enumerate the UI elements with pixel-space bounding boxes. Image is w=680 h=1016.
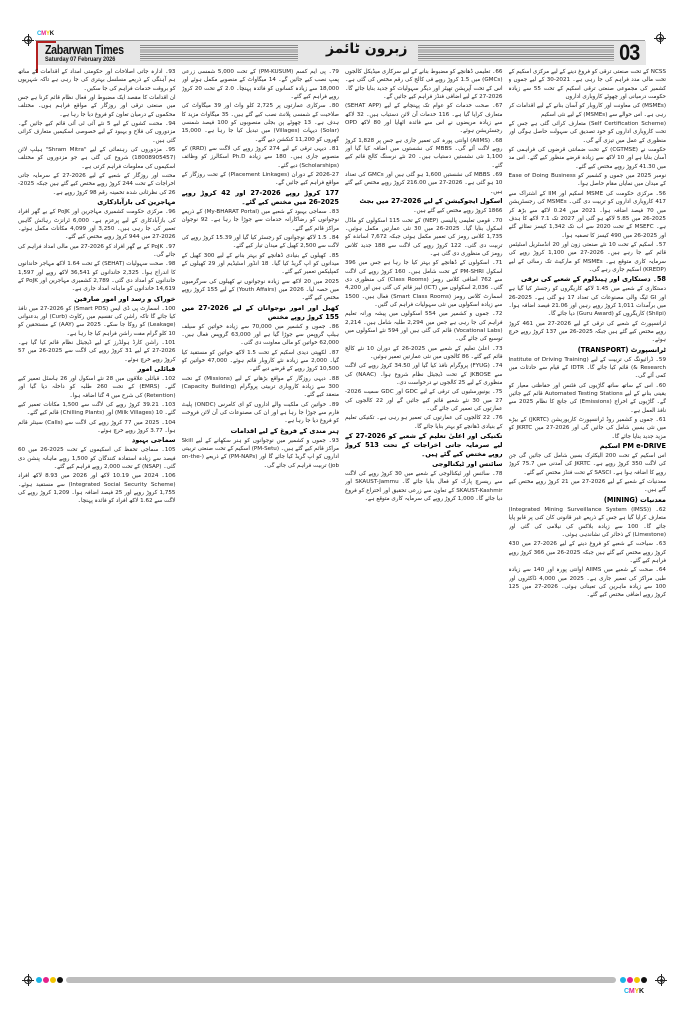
cmyk-c: C	[624, 988, 629, 995]
column-4	[18, 68, 176, 970]
section-heading: مہاجرین کی بازآبادکاری	[97, 198, 176, 207]
section-heading: اسکول ایجوکیشن کے لیے 2026-27 میں بجٹ	[359, 197, 503, 206]
article-paragraph: 74۔ (FYUG) پروگرام نافذ کیا گیا اور 34.50 کروڑ روپے کی لاگت سے JKBOSE کے تحت ڈیجیٹل نظام شروع ہوا۔ (NAAC) کی منظوری کے لیے 25 کالجوں نے درخواست دی۔	[345, 363, 503, 387]
registration-mark-top-right	[656, 34, 664, 42]
article-paragraph: دستکاری کے شعبے میں 1.45 لاکھ کاریگروں کو رجسٹر کیا گیا ہے اور GI ٹیگ والی مصنوعات کی تعداد 17 ہو گئی ہے۔ 2025-26 میں برآمدات 1,011 کروڑ روپے رہیں اور 21.06 فیصد اضافہ ہوا۔ (Shilpi) کاریگروں کو (Guru Award) دیا جائے گا۔	[508, 286, 666, 318]
article-paragraph: 103۔ 39.21 کروڑ روپے کی لاگت سے 1,500 مکانات تعمیر کیے گئے۔ 10 (Milk Villages) اور (Chilling Plants) قائم کیے گئے۔	[18, 402, 176, 417]
article-paragraph: 72۔ جموں و کشمیر میں 554 اسکولوں میں پیشہ ورانہ تعلیم فراہم کی جا رہی ہے جس میں 2,294 طلبہ شامل ہیں۔ 2,214 (Vocational Labs) قائم کی گئی ہیں اور 594 نئے اسکولوں میں توسیع کی جائے گی۔	[345, 311, 503, 343]
article-paragraph: (Self Certification Scheme) متعارف کرائی گئی ہے جس کے تحت کاروباری اداروں کو خود تصدیق کی سہولت حاصل ہوگی اور منظوری کے عمل میں تیزی آئے گی۔	[508, 121, 666, 144]
swatch-black	[641, 977, 647, 983]
article-paragraph: 70۔ قومی تعلیمی پالیسی (NEP) کے تحت 115 اسکولوں کو ماڈل اسکول بنایا گیا۔ 2025-26 میں 30 نئی عمارتیں مکمل ہوئیں۔ 1,735 کلاس رومز کی تعمیر مکمل ہوئی جبکہ 7,672 اساتذہ کو تربیت دی گئی۔ 122 کروڑ روپے کی لاگت سے 188 جدید کلاس رومز کی منظوری دی گئی ہے۔	[345, 217, 503, 257]
article-paragraph: 66۔ تعلیمی ڈھانچے کو مضبوط بنانے کے لیے سرکاری میڈیکل کالجوں (GMCs) میں 1.5 کروڑ روپے فی کالج کی رقم مختص کی گئی ہے۔ اس کے تحت آپریشن تھیٹر اور دیگر سہولیات کو جدید بنایا جائے گا۔ 2026-27 کے لیے اضافی فنڈز فراہم کیے جائیں گے۔	[345, 69, 503, 101]
article-paragraph: 98۔ صحت سہولیات (SEHAT) کے تحت 1.64 لاکھ مہاجر خاندانوں کا اندراج ہوا۔ 2,325 خاندانوں کو 36,541 لاکھ روپے اور 1,597 خاندانوں کو امداد دی گئی۔ 2,789 کشمیری مہاجرین اور PoJK کے 14,619 خاندانوں کو ماہانہ امداد جاری ہے۔	[18, 261, 176, 293]
article-paragraph: 88۔ دیہی روزگار کے مواقع بڑھانے کے لیے (Missions) کے تحت 300 سے زیادہ کاروباری تربیتی پروگرام (Capacity Building) منعقد کیے گئے۔	[181, 375, 339, 399]
article-paragraph: 105۔ سماجی تحفظ کی اسکیموں کے تحت 2025-26 میں 60 فیصد سے زیادہ استفادہ کنندگان کو 1,500 روپے ماہانہ پنشن دی گئی۔ (NSAP) کے تحت 2,000 روپے فراہم کیے گئے۔	[18, 447, 176, 471]
section-heading: ہنر مندی کے فروغ کے لیے اقدامات	[230, 426, 339, 435]
cmyk-c: C	[37, 31, 42, 37]
article-paragraph: 89۔ خواتین کی ملکیت والے اداروں کو ای کامرس (ONDC) پلیٹ فارم سے جوڑا جا رہا ہے اور ان کی مصنوعات کی آن لائن فروخت کو فروغ دیا جا رہا ہے۔	[181, 401, 339, 425]
article-paragraph: 61۔ جموں و کشمیر روڈ ٹرانسپورٹ کارپوریشن (JKRTC) کے بیڑے میں نئی بسیں شامل کی جائیں گی اور 2026-27 میں JKRTC کو مزید جدید بنایا جائے گا۔	[508, 417, 666, 440]
page-header	[36, 41, 646, 65]
article-paragraph: 102۔ قبائلی علاقوں میں 28 نئے اسکول اور 26 ہاسٹل تعمیر کیے گئے۔ (EMRS) کے تحت 260 طلبہ کو داخلہ دیا گیا اور (Retention) کی شرح میں 4 گنا اضافہ ہوا۔	[18, 376, 176, 399]
article-paragraph: 104۔ 2025 میں 77 کروڑ روپے کی لاگت سے (Calls) سینٹر قائم ہوا۔ 3.77 کروڑ روپے خرچ ہوئے۔	[18, 419, 176, 435]
cmyk-m: M	[628, 988, 635, 995]
column-2	[345, 68, 503, 970]
article-paragraph: 83۔ سماجی بہبود کے شعبے میں (My-BHARAT Portal) کے ذریعے نوجوانوں کو رضاکارانہ خدمات سے جوڑا جا رہا ہے۔ 92 نوجوان مراکز قائم کیے گئے۔	[181, 208, 339, 232]
cmyk-label-top	[37, 31, 54, 37]
article-paragraph: 94۔ محنت کشوں کے لیے 5 نئے آئی ٹی آئی قائم کیے جائیں گے۔ مزدوروں کی فلاح و بہبود کے لیے خصوصی اسکیمیں متعارف کرائی گئی ہیں۔	[18, 121, 176, 144]
article-paragraph: 63۔ سیاحت کے شعبے کو فروغ دینے کے لیے 2026-27 میں 430 کروڑ روپے مختص کیے گئے ہیں جبکہ 2025-26 میں 366 کروڑ روپے فراہم کیے گئے۔	[508, 541, 666, 564]
article-paragraph: 86۔ جموں و کشمیر میں 70,000 سے زیادہ خواتین کو سیلف ہیلپ گروپس سے جوڑا گیا ہے اور 63,000 گروپس فعال ہیں۔ 62,000 خواتین کو مالی معاونت دی گئی۔	[181, 323, 339, 347]
article-paragraph: 79۔ پی ایم کسم (PM-KUSUM) کے تحت 5,000 شمسی زرعی پمپ نصب کیے جائیں گے۔ 14 میگاواٹ کے منصوبے مکمل ہوئے اور 18,000 سے زیادہ کسانوں کو فائدہ پہنچا۔ 2.0 کے تحت 20 کروڑ روپے فراہم کیے گئے۔	[181, 69, 339, 101]
section-heading: PM e-DRIVE اسکیم	[599, 442, 666, 451]
section-heading: تکنیکی اور اعلیٰ تعلیم کے شعبے کو 2026-27 کے لیے سرمایہ جاتی اخراجات کے تحت 513 کروڑ روپے مختص کیے گئے ہیں۔	[345, 432, 503, 459]
article-paragraph: 76۔ 22 کالجوں کی عمارتوں کی تعمیر ہو رہی ہے۔ تکنیکی تعلیم کے بنیادی ڈھانچے کو بہتر بنایا جائے گا۔	[345, 415, 503, 430]
article-paragraph: 106۔ 2024 میں 10.19 لاکھ اور 2026 میں 8.93 لاکھ افراد (Integrated Social Security Scheme) سے مستفید ہوئے۔ 1,755 کروڑ روپے اور 25 فیصد اضافہ ہوا۔ 1,209 کروڑ روپے کی لاگت سے 1.62 لاکھ افراد کو فائدہ پہنچا۔	[18, 473, 176, 505]
article-paragraph: 80۔ سرکاری عمارتوں پر 2,725 کلو واٹ اور 39 میگاواٹ کی صلاحیت کے شمسی پلانٹ نصب کیے گئے ہیں۔ 35 میگاواٹ مزید کا ہدف ہے۔ 13 چھوٹے پن بجلی منصوبوں کو 100 فیصد شمسی (Solar) دیہات (Villages) میں تبدیل کیا جا رہا ہے۔ 15,000 گھروں کو 11,200 کنکشن دیے گئے۔	[181, 103, 339, 143]
article-paragraph: 56۔ مرکزی حکومت کی MSME اسکیم اور IIM کے اشتراک سے 417 کاروباری اداروں کو تربیت دی گئی۔ MSMEs کی رجسٹریشن میں 70 فیصد اضافہ ہوا۔ 2021 میں 0.24 لاکھ سے بڑھ کر 2025-26 میں 5.85 لاکھ ہو گئی اور 2027 تک 7.1 لاکھ کا ہدف ہے۔ MSEFC کے تحت 2020 سے اب تک 1,342 کیسز نمٹائے گئے اور 2025-26 میں 490 کیسز کا تصفیہ ہوا۔	[508, 190, 666, 239]
color-swatches-right	[620, 977, 647, 983]
cmyk-m: M	[41, 31, 46, 37]
registration-mark-dot	[659, 37, 662, 40]
article-paragraph: 84۔ 1.5 لاکھ نوجوانوں کو رجسٹر کیا گیا اور 15.39 کروڑ روپے کی لاگت سے 2,500 کھیل کے میدان تیار کیے گئے۔	[181, 234, 339, 250]
article-paragraph: 93۔ ادارہ جاتی اصلاحات اور حکومتی امداد کے اقدامات کے ساتھ ہم آہنگی کے ذریعے مسلسل بہتری کی جا رہی ہے تاکہ شہریوں کو بروقت خدمات فراہم کی جا سکیں۔	[18, 69, 176, 92]
article-paragraph: 87۔ لکھپتی دیدی اسکیم کے تحت 1.5 لاکھ خواتین کو مستفید کیا گیا۔ 2,000 سے زیادہ نئے کاروبار قائم ہوئے۔ 47,000 خواتین کو 10,500 کروڑ روپے کے قرضے دیے گئے۔	[181, 349, 339, 373]
cmyk-k: K	[49, 31, 54, 37]
swatch-cyan	[620, 977, 626, 983]
article-paragraph: 62۔ (Integrated Mining Surveillance System (IMSS)) متعارف کرایا گیا ہے جس کے ذریعے غیر قانونی کان کنی پر قابو پایا جائے گا۔ 100 سے زیادہ بلاکس کی نیلامی کی گئی اور (Limestone) کے ذخائر کی نشاندہی ہوئی۔	[508, 506, 666, 538]
registration-mark-bottom-left	[24, 976, 32, 984]
article-paragraph: 96۔ مرکزی حکومت کشمیری مہاجرین اور PoJK کے بے گھر افراد کی بازآبادکاری کے لیے پرعزم ہے۔ 6,000 ٹرانزٹ رہائش گاہیں تعمیر کی جا رہی ہیں۔ 3,250 اور 4,099 مکانات مکمل ہوئے۔ 2026-27 میں 944 کروڑ روپے مختص کیے گئے۔	[18, 209, 176, 241]
article-paragraph: اس اسکیم کے تحت 200 الیکٹرک بسیں شامل کی جائیں گی جن کی لاگت 350 کروڑ روپے ہے۔ JKRTC کی آمدنی میں 75.7 کروڑ روپے کا اضافہ ہوا ہے۔ SASCI کے تحت فنڈز مختص کیے گئے۔	[508, 453, 666, 476]
article-paragraph: 101۔ راشن کارڈ ہولڈرز کے لیے ڈیجیٹل نظام قائم کیا گیا ہے۔ 2026-27 کے لیے 31 کروڑ روپے کی لاگت سے 2025-26 میں 57 کروڑ روپے خرچ ہوئے۔	[18, 339, 176, 363]
registration-mark-dot	[660, 979, 663, 982]
article-paragraph: نومبر 2025 میں جموں و کشمیر کو Ease of Doing Business کے میدان میں نمایاں مقام حاصل ہوا۔	[508, 173, 666, 188]
article-paragraph: 78۔ سائنس اور ٹیکنالوجی کے شعبے میں 30 کروڑ روپے کی لاگت سے ریسرچ پارک کو فعال بنایا جائے گا۔ SKAUST-Jammu اور SKAUST-Kashmir کے تعاون سے زرعی تحقیق اور اختراع کو فروغ دیا جائے گا۔ 1,000 کروڑ روپے کی سرمایہ کاری متوقع ہے۔	[345, 471, 503, 503]
section-heading: 58۔ دستکاری اور ہینڈلوم کے شعبے کی ترقی	[520, 275, 666, 284]
swatch-magenta	[43, 977, 49, 983]
swatch-cyan	[36, 977, 42, 983]
article-paragraph: NCSS کے تحت صنعتی ترقی کو فروغ دینے کے لیے مرکزی اسکیم کے تحت مالی مدد فراہم کی جا رہی ہے۔ 2021-30 کے لیے جموں و کشمیر کی مجموعی صنعتی ترقی اسکیم کے تحت 55 سے زیادہ حکومت درمیانی اور چھوٹے کاروباری اداروں	[508, 69, 666, 101]
header-rule-lines-right	[418, 45, 614, 61]
article-paragraph: ان اقدامات کا مقصد ایک مضبوط اور فعال نظام قائم کرنا ہے جس میں صنعتی ترقی اور روزگار کے مواقع فراہم ہوں۔ مختلف محکموں کے درمیان تعاون کو فروغ دیا جا رہا ہے۔	[18, 95, 176, 118]
masthead-english: Zabarwan Times	[45, 42, 124, 57]
swatch-yellow	[634, 977, 640, 983]
article-paragraph: 57۔ اسکیم کے تحت 10 نئے صنعتی زون اور 20 انڈسٹریل اسٹیٹس قائم کیے جا رہے ہیں۔ 2026-27 میں 1,100 کروڑ روپے کی سرمایہ کاری متوقع ہے۔ MSMEs کو مارکیٹ تک رسائی کے لیے (KREDP) اسکیم جاری رہے گی۔	[508, 241, 666, 273]
article-paragraph: 97۔ PoJK کے بے گھر افراد کو 2026-27 میں مالی امداد فراہم کی جائے گی۔	[18, 243, 176, 258]
masthead-urdu-logo: زبرون ٹائمز	[326, 41, 408, 57]
cmyk-y: Y	[45, 31, 50, 37]
article-paragraph: 2026-27 کے دوران (Placement Linkages) کے تحت روزگار کے مواقع فراہم کیے جائیں گے۔	[181, 172, 339, 187]
registration-mark-dot	[27, 39, 30, 42]
section-heading: خوراک و رسد اور امور صارفین	[74, 294, 176, 303]
article-paragraph: 73۔ اعلیٰ تعلیم کے شعبے میں 2025-26 کے دوران 10 نئے کالج قائم کیے گئے۔ 86 کالجوں میں نئی عمارتیں تعمیر ہوئیں۔	[345, 345, 503, 360]
article-columns	[18, 68, 666, 970]
column-1	[509, 68, 667, 970]
article-paragraph: حکومت نے (CGTMSE) کے تحت ضمانتی قرضوں کی فراہمی کو آسان بنایا ہے اور 10 لاکھ سے زیادہ قرضے منظور کیے گئے۔ اس مد میں 41.30 کروڑ روپے مختص کیے گئے۔	[508, 147, 666, 170]
article-paragraph: 71۔ اسکولوں کے ڈھانچے کو بہتر کیا جا رہا ہے جس میں 396 اسکول PM-SHRI کے تحت شامل ہیں۔ 160 کروڑ روپے کی لاگت سے 762 اضافی کلاس رومز (Class Rooms) کی منظوری دی گئی۔ 2,036 اسکولوں میں (ICT) لیبز قائم کی گئی ہیں اور 4,200 اسمارٹ کلاس رومز (Smart Class Rooms) فعال ہیں۔ 1500 سے زیادہ اسکولوں میں نئی سہولیات فراہم کی گئیں۔	[345, 260, 503, 308]
article-paragraph: 59۔ ڈرائیونگ کی تربیت کے لیے (Institute of Driving Training & Research) قائم کیا جائے گا۔ IDTR کے قیام سے حادثات میں کمی آئے گی۔	[508, 356, 666, 380]
article-paragraph: 69۔ MBBS کی نشستیں 1,600 ہو گئی ہیں اور GMCs کی تعداد 10 ہو گئی ہے۔ 2026-27 میں 216.00 کروڑ روپے مختص کیے گئے ہیں۔	[345, 172, 503, 195]
article-paragraph: 95۔ مزدوروں کی رہنمائی کے لیے "Shram Mitra" ہیلپ لائن (18008905457) شروع کی گئی ہے جو مزدوروں کو مختلف اسکیموں کی معلومات فراہم کرتی ہے۔	[18, 147, 176, 170]
article-paragraph: 1866 کروڑ روپے مختص کیے گئے ہیں۔	[413, 208, 503, 215]
article-paragraph: 75۔ یونیورسٹیوں کی ترقی کے لیے GDC اور GDC سمیت 2026-27 میں 30 نئے شعبے قائم کیے جائیں گے اور 22 کالجوں کی عمارتوں کی تعمیر کی جائے گی۔	[345, 389, 503, 413]
article-paragraph: 60۔ اس کے ساتھ ساتھ گاڑیوں کی فٹنس اور حفاظتی معیار کو یقینی بنانے کے لیے Automated Testing Stations قائم کیے جائیں گے۔ گاڑیوں کے اخراج (Emissions) کی جانچ کا نظام 2025 سے نافذ العمل ہے۔	[508, 382, 666, 414]
registration-mark-dot	[27, 979, 30, 982]
article-paragraph: (MSMEs) کی معاونت اور کاروبار کو آسان بنانے کے لیے اقدامات کر رہی ہے۔ اس حوالے سے (MSMEs) کے لیے نئی اسکیم	[508, 103, 666, 118]
header-rule-lines-left	[140, 45, 298, 61]
color-swatches-left	[36, 977, 63, 983]
article-paragraph: 2025 میں 20 لاکھ سے زیادہ نوجوانوں نے کھیلوں کی سرگرمیوں میں حصہ لیا۔ 2026 میں (Youth Affairs) کے لیے 155 کروڑ روپے مختص کیے گئے۔	[181, 278, 339, 302]
swatch-black	[57, 977, 63, 983]
article-paragraph: 64۔ صحت کے شعبے میں AIIMS اوانتی پورہ اور 140 سے زیادہ طبی مراکز کی تعمیر جاری ہے۔ 2025 میں 4,000 ڈاکٹروں اور 100 سے زیادہ ماہرین کی تعیناتی ہوئی۔ 2026-27 میں 125 کروڑ روپے اضافی مختص کیے گئے۔	[508, 567, 666, 599]
section-heading: سائنس اور ٹیکنالوجی	[432, 460, 503, 469]
footer-gray-bar	[66, 977, 616, 983]
article-paragraph: 100۔ اسمارٹ پی ڈی ایس (Smart PDS) کو 2026-27 میں نافذ کیا جائے گا تاکہ راشن کی تقسیم میں رکاوٹ (Curb) اور بدعنوانی (Leakage) کو روکا جا سکے۔ 2025 سے (AAY) کے مستحقین کو 10 کلو گرام مفت راشن فراہم کیا جا رہا ہے۔	[18, 305, 176, 337]
registration-mark-bottom-right	[657, 976, 665, 984]
section-heading: 177 کروڑ روپے 2026-27 اور 42 کروڑ روپے 2025-26 میں مختص کیے گئے۔	[181, 188, 339, 206]
cmyk-label-bottom	[624, 988, 644, 995]
article-paragraph: معدنیات کے شعبے کے لیے 2026-27 میں 21 کروڑ روپے مختص کیے گئے ہیں۔	[508, 479, 666, 494]
section-heading: قبائلی امور	[137, 365, 176, 373]
column-3	[182, 68, 340, 970]
cmyk-k: K	[638, 988, 644, 995]
article-paragraph: ٹرانسپورٹ کے شعبے کی ترقی کے لیے 2026-27 میں 461 کروڑ روپے مختص کیے گئے ہیں جبکہ 2025-26 میں 137 کروڑ روپے خرچ ہوئے۔	[508, 320, 666, 344]
article-paragraph: 68۔ (AIIMS) اوانتی پورہ کی تعمیر جاری ہے جس پر 1,828 کروڑ روپے لاگت آئے گی۔ MBBS کی نشستوں میں اضافہ کیا گیا اور 1,100 نئی نشستیں دستیاب ہیں۔ 20 نئے نرسنگ کالج قائم کیے گئے۔	[345, 137, 503, 169]
article-paragraph: 81۔ دیہی ترقی کے لیے 274 کروڑ روپے کی لاگت سے (RRD) کے منصوبے جاری ہیں۔ 180 سے زیادہ Ph.D اسکالرز کو وظائف (Scholarships) دیے گئے۔	[181, 146, 339, 169]
article-paragraph: 85۔ کھیلوں کے بنیادی ڈھانچے کو بہتر بنانے کے لیے 300 کھیل کے میدانوں کو اپ گریڈ کیا گیا۔ 18 انڈور اسٹیڈیم اور 29 کھیلوں کے کمپلیکس تعمیر کیے گئے۔	[181, 252, 339, 276]
registration-mark-top-left	[24, 36, 32, 44]
article-paragraph: 67۔ صحت خدمات کو عوام تک پہنچانے کے لیے (SEHAT APP) متعارف کرایا گیا ہے۔ 116 خدمات آن لائن دستیاب ہیں۔ 32 لاکھ سے زیادہ مریضوں نے اس سے فائدہ اٹھایا اور 80 لاکھ OPD رجسٹریشن ہوئے۔	[345, 103, 503, 135]
issue-date: Saturday 07 February 2026	[45, 56, 116, 63]
section-heading: ٹرانسپورٹ (TRANSPORT)	[577, 345, 666, 354]
article-paragraph: 93۔ جموں و کشمیر میں نوجوانوں کو ہنر سکھانے کے لیے Skill مراکز قائم کیے گئے ہیں۔ (PM-Setu) اسکیم کے تحت صنعتی تربیتی اداروں کو اپ گریڈ کیا جائے گا اور (PM-NAPs) کے ذریعے (on-the-job) تربیت فراہم کی جائے گی۔	[181, 437, 339, 469]
page-number: 03	[618, 40, 639, 65]
cmyk-y: Y	[634, 988, 639, 995]
article-paragraph: محنت اور روزگار کے شعبے کے لیے 2026-27 کے سرمایہ جاتی اخراجات کے تحت 244 کروڑ روپے مختص کیے گئے ہیں جبکہ 2025-26 کی نظرثانی شدہ تخمینہ رقم 98 کروڑ روپے ہے۔	[18, 173, 176, 196]
swatch-magenta	[627, 977, 633, 983]
swatch-yellow	[50, 977, 56, 983]
section-heading: سماجی بہبود	[131, 436, 176, 445]
section-heading: معدنیات (MINING)	[603, 495, 666, 504]
section-heading: کھیل اور امور نوجوانان کے لیے 2026-27 میں 155 کروڑ روپے مختص	[181, 303, 339, 321]
